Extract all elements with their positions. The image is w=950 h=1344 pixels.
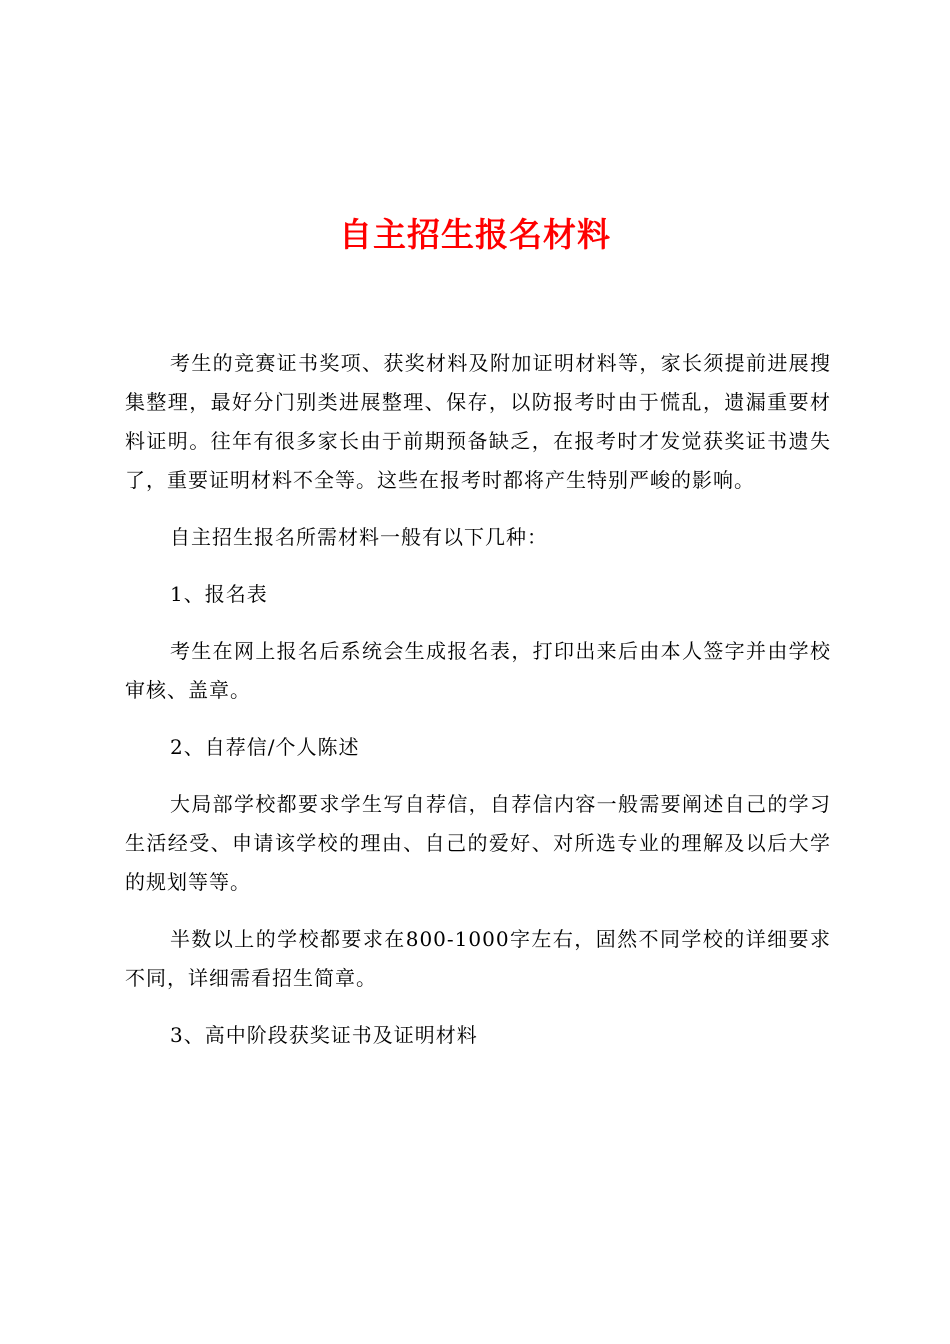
paragraph-materials-lead: 自主招生报名所需材料一般有以下几种： <box>170 525 548 549</box>
paragraph-intro: 考生的竞赛证书奖项、获奖材料及附加证明材料等，家长须提前进展搜集整理，最好分门别类进展整理、保存，以防报考时由于慌乱，遗漏重要材料证明。往年有很多家长由于前期预备缺乏，在报考时才发觉获奖证书遗失了，重要证明材料不全等。这些在报考时都将产生特别严峻的影响。 <box>125 351 831 492</box>
paragraph-registration-form: 考生在网上报名后系统会生成报名表，打印出来后由本人签字并由学校审核、盖章。 <box>125 639 831 702</box>
document-body <box>125 344 831 1073</box>
heading-self-recommendation: 2、自荐信/个人陈述 <box>170 735 360 759</box>
heading-awards: 3、高中阶段获奖证书及证明材料 <box>170 1023 478 1047</box>
paragraph-word-count: 半数以上的学校都要求在800-1000字左右，固然不同学校的详细要求不同，详细需看招生简章。 <box>125 927 831 990</box>
heading-registration-form: 1、报名表 <box>170 582 268 606</box>
document-title: 自主招生报名材料 <box>339 215 611 254</box>
paragraph-self-recommendation: 大局部学校都要求学生写自荐信，自荐信内容一般需要阐述自己的学习生活经受、申请该学校的理由、自己的爱好、对所选专业的理解及以后大学的规划等等。 <box>125 792 831 894</box>
